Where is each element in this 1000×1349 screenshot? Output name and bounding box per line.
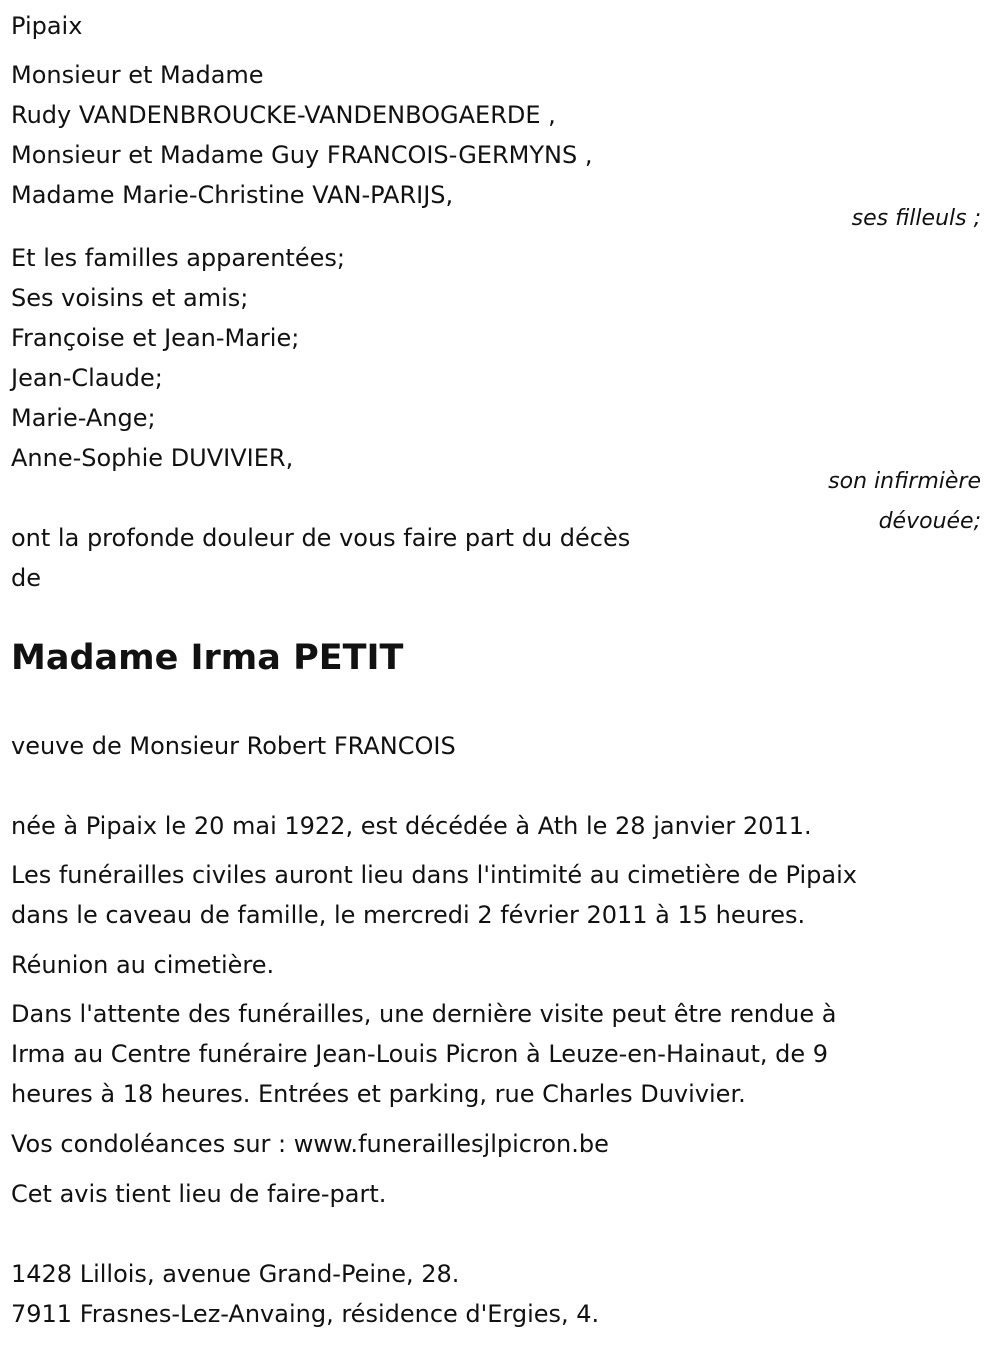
godchildren-list: [11, 55, 592, 215]
widow-of: veuve de Monsieur Robert FRANCOIS: [11, 732, 456, 760]
relatives-line: Et les familles apparentées;: [11, 244, 345, 272]
funeral-line: dans le caveau de famille, le mercredi 2 février 2011 à 15 heures.: [11, 901, 806, 929]
nurse-role-line2: dévouée;: [878, 509, 981, 534]
addresses: [11, 1254, 599, 1334]
relatives-line: Ses voisins et amis;: [11, 284, 249, 312]
visit-line: heures à 18 heures. Entrées et parking, rue Charles Duvivier.: [11, 1080, 746, 1108]
godchildren-line: Madame Marie-Christine VAN-PARIJS,: [11, 181, 454, 209]
meeting-line: Réunion au cimetière.: [11, 951, 275, 979]
nurse-role-line1: son infirmière: [828, 469, 981, 494]
announcement: [11, 518, 630, 598]
visit-info: [11, 994, 837, 1114]
relatives-list: [11, 238, 345, 478]
godchildren-line: Monsieur et Madame Guy FRANCOIS-GERMYNS ,: [11, 141, 593, 169]
godchildren-role: ses filleuls ;: [851, 206, 981, 231]
funeral-info: [11, 855, 857, 935]
condolences-line: Vos condoléances sur : www.funeraillesjlpicron.be: [11, 1130, 609, 1158]
notice-line: Cet avis tient lieu de faire-part.: [11, 1180, 387, 1208]
funeral-line: Les funérailles civiles auront lieu dans l'intimité au cimetière de Pipaix: [11, 861, 857, 889]
relatives-line: Jean-Claude;: [11, 364, 163, 392]
relatives-line: Anne-Sophie DUVIVIER,: [11, 444, 294, 472]
godchildren-line: Monsieur et Madame: [11, 61, 264, 89]
address-line: 1428 Lillois, avenue Grand-Peine, 28.: [11, 1260, 460, 1288]
announcement-line: ont la profonde douleur de vous faire part du décès: [11, 524, 631, 552]
announcement-line: de: [11, 564, 41, 592]
deceased-name: Madame Irma PETIT: [11, 638, 404, 678]
relatives-line: Marie-Ange;: [11, 404, 156, 432]
godchildren-line: Rudy VANDENBROUCKE-VANDENBOGAERDE ,: [11, 101, 556, 129]
relatives-line: Françoise et Jean-Marie;: [11, 324, 300, 352]
visit-line: Irma au Centre funéraire Jean-Louis Picron à Leuze-en-Hainaut, de 9: [11, 1040, 829, 1068]
visit-line: Dans l'attente des funérailles, une dernière visite peut être rendue à: [11, 1000, 837, 1028]
obituary-notice: [11, 0, 991, 1349]
location: Pipaix: [11, 12, 83, 40]
address-line: 7911 Frasnes-Lez-Anvaing, résidence d'Ergies, 4.: [11, 1300, 600, 1328]
birth-death-line: née à Pipaix le 20 mai 1922, est décédée à Ath le 28 janvier 2011.: [11, 812, 812, 840]
